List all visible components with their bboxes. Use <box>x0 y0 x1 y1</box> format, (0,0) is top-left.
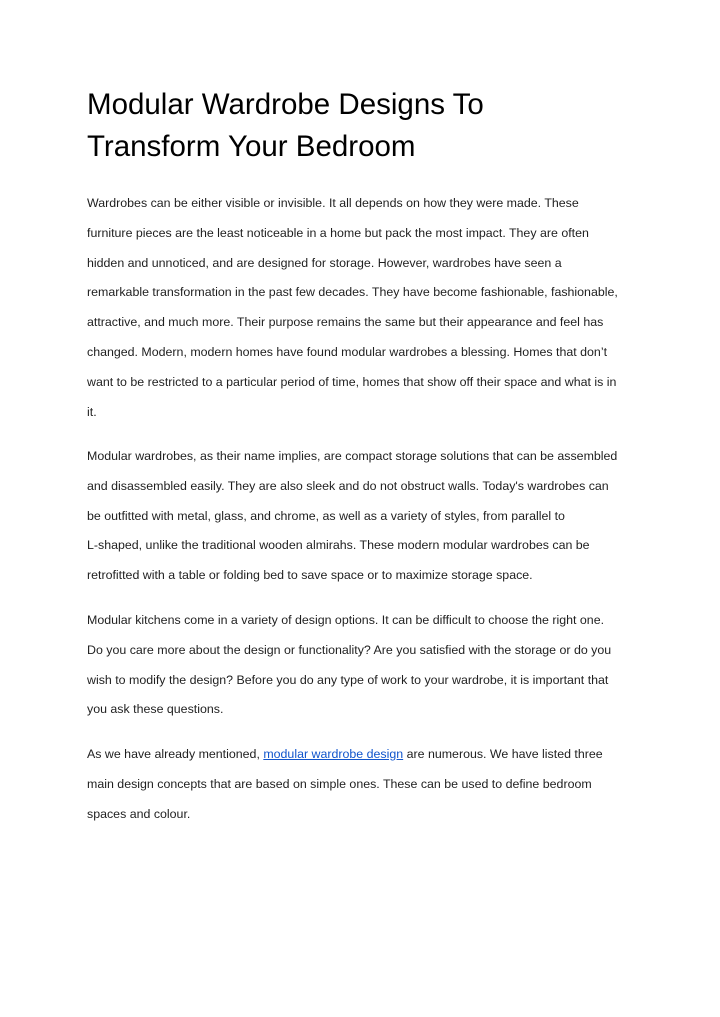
paragraph-line: hidden and unnoticed, and are designed for storage. However, wardrobes have seen a <box>87 255 562 270</box>
paragraph-line-with-link <box>87 740 647 770</box>
paragraph-line: wish to modify the design? Before you do any type of work to your wardrobe, it is important that <box>87 672 609 687</box>
paragraph-line: Do you care more about the design or functionality? Are you satisfied with the storage or do you <box>87 642 612 657</box>
modular-wardrobe-design-link[interactable]: modular wardrobe design <box>263 747 404 761</box>
link-lead-text: As we have already mentioned, <box>87 747 264 761</box>
paragraph-4 <box>87 740 647 829</box>
paragraph-line: be outfitted with metal, glass, and chrome, as well as a variety of styles, from parallel to <box>87 508 565 523</box>
paragraph-line: L-shaped, unlike the traditional wooden almirahs. These modern modular wardrobes can be <box>87 538 590 553</box>
paragraph-line: Modular kitchens come in a variety of design options. It can be difficult to choose the right one. <box>87 613 605 627</box>
paragraph-line: Modular wardrobes, as their name implies, are compact storage solutions that can be assembled <box>87 449 618 463</box>
page-title <box>87 84 647 168</box>
paragraph-line: Wardrobes can be either visible or invisible. It all depends on how they were made. These <box>87 196 579 210</box>
paragraph-line: retrofitted with a table or folding bed to save space or to maximize storage space. <box>87 568 533 583</box>
paragraph-line: it. <box>87 404 97 419</box>
paragraph-line: furniture pieces are the least noticeable in a home but pack the most impact. They are often <box>87 225 589 240</box>
title-line-1: Modular Wardrobe Designs To <box>87 88 484 121</box>
paragraph-line: want to be restricted to a particular period of time, homes that show off their space and what is in <box>87 374 617 389</box>
paragraph-line: remarkable transformation in the past few decades. They have become fashionable, fashionable, <box>87 285 618 300</box>
link-trail-text: are numerous. We have listed three <box>403 747 603 761</box>
paragraph-line: changed. Modern, modern homes have found modular wardrobes a blessing. Homes that don’t <box>87 344 608 359</box>
paragraph-line: and disassembled easily. They are also sleek and do not obstruct walls. Today's wardrobes can <box>87 478 609 493</box>
paragraph-3 <box>87 606 647 725</box>
paragraph-line: attractive, and much more. Their purpose remains the same but their appearance and feel has <box>87 315 604 330</box>
title-line-2: Transform Your Bedroom <box>87 130 416 163</box>
paragraph-1 <box>87 189 647 427</box>
paragraph-line: spaces and colour. <box>87 806 191 821</box>
paragraph-line: main design concepts that are based on simple ones. These can be used to define bedroom <box>87 776 592 791</box>
paragraph-2 <box>87 442 647 591</box>
paragraph-line: you ask these questions. <box>87 702 224 717</box>
